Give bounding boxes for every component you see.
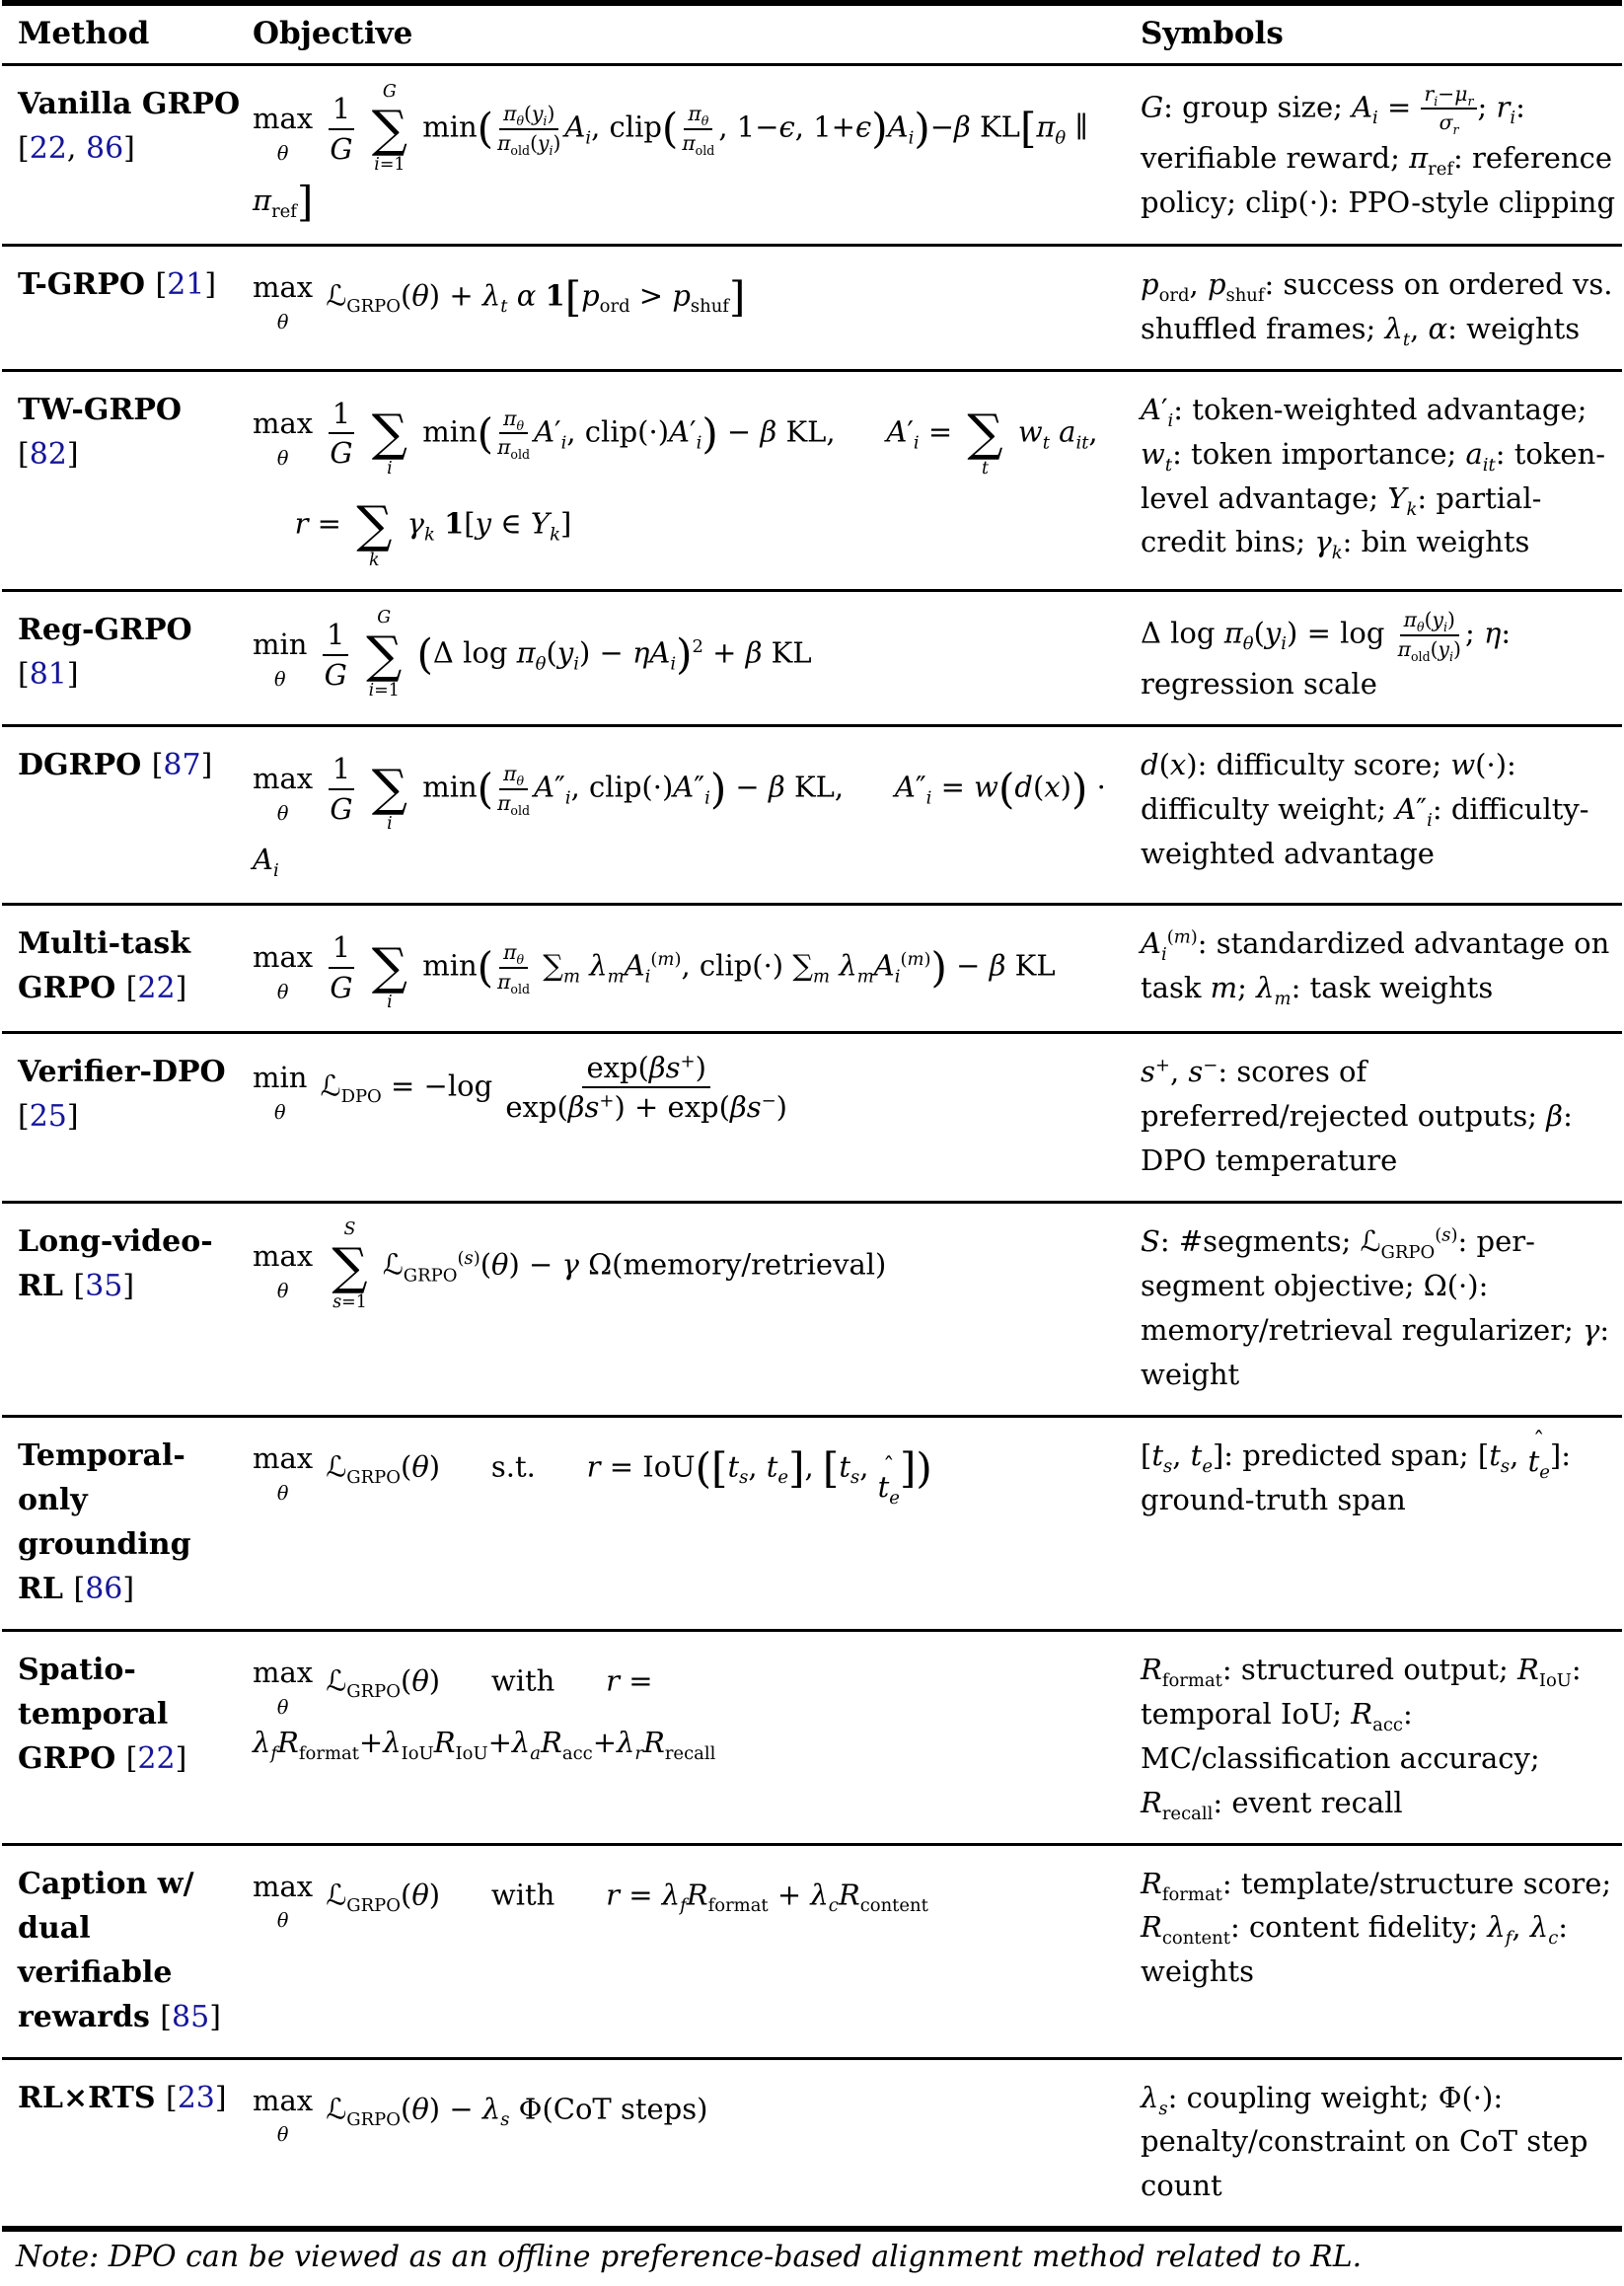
method-name: Caption w/ dual verifiable rewards — [18, 1866, 194, 2034]
symbols-cell: $A'_i$: token-weighted advantage; $w_t$: token importance; $a_{it}$: token-level advantage; $Y_k$: partial-credit bins; $\gamma_k$: bin weights — [1141, 392, 1606, 564]
objective-formula: max θ ℒ$_{GRPO}$(θ) with $r = \lambda_fR_{format}+\lambda_{IoU}R_{IoU}+\lambda_aR_{acc}+\lambda_rR_{recall}$ — [251, 1630, 1139, 1844]
citation-link[interactable]: [21] — [155, 266, 217, 302]
citation-link[interactable]: [85] — [160, 1999, 221, 2034]
method-name: Verifier-DPO — [18, 1055, 226, 1090]
summation: ∑ i — [371, 937, 407, 1013]
symbols-cell: $R_{format}$: structured output; $R_{IoU}$: temporal IoU; $R_{acc}$: MC/classification accuracy; $R_{recall}$: event recall — [1141, 1652, 1582, 1824]
table-row — [2, 1844, 1622, 2058]
symbols-cell: S: #segments; ℒ$_{GRPO}^{(s)}$: per-segment objective; Ω(·): memory/retrieval regularizer; γ: weight — [1141, 1224, 1610, 1391]
summation: G ∑ i=1 — [371, 82, 407, 176]
method-name: Spatio-temporal GRPO — [18, 1652, 169, 1776]
fraction: $\frac{1}{G}$ — [330, 752, 353, 826]
symbols-cell: [$t_s$, $t_e$]: predicted span; [$t_s$, ˆ $t_e$ ]: ground-truth span — [1141, 1428, 1571, 1516]
fraction: $\frac{\pi_\theta}{\pi_{old}}$ — [682, 102, 715, 158]
table-row — [2, 1416, 1622, 1630]
operator-with-limit: max θ — [253, 1440, 314, 1505]
objective-formula: max θ ℒ$_{GRPO}$(θ) with $r = \lambda_fR_{format} + \lambda_cR_{content}$ — [251, 1844, 1139, 2058]
method-name: T-GRPO — [18, 266, 156, 302]
fraction: $\frac{\pi_\theta}{\pi_{old}}$ — [497, 762, 531, 818]
method-cell — [2, 1844, 251, 2058]
header-objective: Objective — [253, 16, 413, 51]
objective-formula: max θ $\frac{1}{G}$ ∑ i min( $\frac{\pi_\theta}{\pi_{old}}$ $A''_i$, $clip(\cdot)A''_i) - \beta$ KL, $A''_i = w(d(x)) \cdot A_i$ — [251, 725, 1139, 904]
operator-with-limit: max θ — [253, 406, 314, 470]
objective-formula: max θ ℒ$_{GRPO}$(θ) s.t. $r = IoU([t_s$, $t_e$], [$t_s$, ˆ $t_e$ ]) — [251, 1416, 1139, 1630]
summation: S ∑ s=1 — [332, 1219, 368, 1313]
method-name: Multi-task GRPO — [18, 925, 191, 1005]
method-cell — [2, 1033, 251, 1203]
symbols-cell: Δ $\log \pi_\theta(y_i) = \log$ $\frac{\pi_\theta(y_i)}{\pi_{old}(y_i)}$ ; η: regression scale — [1141, 608, 1512, 701]
hat-accent: ˆ $t_e$ — [1527, 1428, 1550, 1483]
citation-link[interactable]: [23] — [166, 2080, 227, 2115]
method-cell — [2, 370, 251, 591]
method-cell — [2, 904, 251, 1032]
method-name: Long-video-RL — [18, 1224, 213, 1303]
operator-with-limit: max θ — [253, 102, 314, 165]
footnote: Note: DPO can be viewed as an offline preference-based alignment method related to RL. — [16, 2240, 1363, 2275]
operator-with-limit: max θ — [253, 1239, 314, 1302]
methods-table — [2, 0, 1622, 2232]
table-row — [2, 725, 1622, 904]
table-body — [2, 65, 1622, 2230]
table-row — [2, 1203, 1622, 1417]
method-cell — [2, 245, 251, 370]
citation-link[interactable]: [81] — [18, 657, 79, 693]
method-name: Vanilla GRPO — [18, 87, 241, 121]
table-row — [2, 65, 1622, 246]
fraction: $\frac{1}{G}$ — [330, 92, 353, 166]
method-cell — [2, 2058, 251, 2229]
table-row — [2, 370, 1622, 591]
table-row — [2, 591, 1622, 726]
header-method: Method — [18, 16, 150, 51]
summation: ∑ t — [967, 403, 1003, 479]
symbols-cell: $R_{format}$: template/structure score; $R_{content}$: content fidelity; $\lambda_f$, $\lambda_c$: weights — [1141, 1866, 1612, 1989]
citation-link[interactable]: [87] — [151, 747, 213, 782]
objective-formula: max θ S ∑ s=1 ℒ$_{GRPO}^{(s)}$(θ) − γ Ω(memory/retrieval) — [253, 1219, 887, 1313]
operator-with-limit: max θ — [253, 269, 314, 333]
summation: G ∑ i=1 — [366, 608, 403, 701]
citation-link[interactable]: [86] — [73, 1571, 135, 1606]
operator-with-limit: max θ — [253, 1655, 314, 1719]
citation-link[interactable]: [22] — [125, 970, 187, 1005]
fraction: $\frac{1}{G}$ — [330, 930, 353, 1004]
hat-accent: ˆ $t_e$ — [877, 1452, 900, 1509]
method-cell — [2, 1203, 251, 1417]
fraction: $\frac{\exp(\beta s^+)}{\exp(\beta s^+) + \exp(\beta s^-)}$ — [505, 1051, 787, 1125]
symbols-cell: $p_{ord}$, $p_{shuf}$: success on ordered vs. shuffled frames; $\lambda_t$, α: weights — [1141, 266, 1613, 350]
symbols-cell: $A_i^{(m)}$: standardized advantage on task m; $\lambda_m$: task weights — [1141, 925, 1610, 1009]
method-cell — [2, 591, 251, 726]
citation-link[interactable]: [82] — [18, 436, 79, 472]
method-cell — [2, 1630, 251, 1844]
symbols-cell: G: group size; $A_i$ = $\frac{r_i-\mu_r}{\sigma_r}$ ; $r_i$: verifiable reward; $\pi_{ref}$: reference policy; clip(·): PPO-style clipping — [1141, 82, 1616, 219]
header-row — [2, 3, 1622, 65]
method-name: Temporal-only grounding RL — [18, 1438, 191, 1606]
objective-formula: min θ ℒ$_{DPO}$ = −log $\frac{\exp(\beta s^+)}{\exp(\beta s^+) + \exp(\beta s^-)}$ — [251, 1033, 1139, 1203]
operator-with-limit: max θ — [253, 940, 314, 1003]
citation-link[interactable]: [35] — [73, 1269, 135, 1303]
table-row — [2, 245, 1622, 370]
symbols-cell: d(x): difficulty score; w(·): difficulty weight; $A''_i$: difficulty-weighted advantage — [1141, 747, 1589, 870]
objective-formula: min θ $\frac{1}{G}$ G ∑ i=1 (Δ $\log \pi_\theta(y_i) - \eta A_i)^2 + \beta$ KL — [253, 608, 812, 701]
header-symbols: Symbols — [1141, 16, 1284, 51]
citation-link[interactable]: [22, 86] — [18, 131, 135, 166]
citation-link[interactable]: [22] — [125, 1740, 187, 1776]
summation: ∑ i — [371, 403, 407, 479]
summation: ∑ i — [371, 759, 407, 835]
objective-formula: max θ ℒ$_{GRPO}$(θ) − $\lambda_s$ Φ(CoT steps) — [251, 2058, 1139, 2229]
objective-formula: max θ $\frac{1}{G}$ ∑ i min( $\frac{\pi_\theta}{\pi_{old}}$ $A'_i$, $clip(\cdot)A'_i) - \beta$ KL, $A'_i$ = ∑ t $w_t$ $a_{it}$, r = ∑ k $\gamma_k$ 1[y ∈ $Y_k$] — [251, 370, 1139, 591]
citation-link[interactable]: [25] — [18, 1099, 79, 1135]
fraction: $\frac{1}{G}$ — [324, 618, 347, 692]
operator-with-limit: max θ — [253, 762, 314, 825]
symbols-cell: $\lambda_s$: coupling weight; Φ(·): penalty/constraint on CoT step count — [1141, 2080, 1588, 2203]
fraction: $\frac{1}{G}$ — [330, 397, 353, 471]
method-cell — [2, 1416, 251, 1630]
method-cell — [2, 65, 251, 246]
method-name: RL×RTS — [18, 2080, 166, 2115]
fraction: $\frac{\pi_\theta(y_i)}{\pi_{old}(y_i)}$ — [1397, 608, 1461, 664]
method-name: Reg-GRPO — [18, 613, 192, 648]
method-name: DGRPO — [18, 747, 152, 782]
objective-formula: max θ $\frac{1}{G}$ ∑ i min( $\frac{\pi_\theta}{\pi_{old}}$ $\sum_m$ $\lambda_mA_i^{(m)}$, clip(·) $\sum_m$ $\lambda_mA_i^{(m)}) - \beta$ KL — [251, 904, 1139, 1032]
operator-with-limit: min θ — [253, 1061, 308, 1124]
fraction: $\frac{\pi_\theta(y_i)}{\pi_{old}(y_i)}$ — [497, 102, 561, 158]
fraction: $\frac{r_i-\mu_r}{\sigma_r}$ — [1421, 82, 1478, 136]
symbols-cell: s+, s−: scores of preferred/rejected outputs; β: DPO temperature — [1141, 1055, 1573, 1178]
summation: ∑ k — [356, 495, 393, 571]
objective-formula: max θ ℒ$_{GRPO}$(θ) + $\lambda_t$ α $1[p_{ord} > p_{shuf}]$ — [251, 245, 1139, 370]
fraction: $\frac{\pi_\theta}{\pi_{old}}$ — [497, 406, 531, 463]
method-cell — [2, 725, 251, 904]
operator-with-limit: max θ — [253, 2083, 314, 2147]
objective-formula: max θ $\frac{1}{G}$ G ∑ i=1 min( $\frac{\pi_\theta(y_i)}{\pi_{old}(y_i)}$ $A_i$, clip( $\frac{\pi_\theta}{\pi_{old}}$ , 1−ϵ, $1+\epsilon)A_i)-\beta$ $KL[\pi_\theta$ ∥ $\pi_{ref}$] — [253, 82, 1088, 227]
operator-with-limit: max θ — [253, 1869, 314, 1933]
table-row — [2, 2058, 1622, 2229]
table-row — [2, 1630, 1622, 1844]
operator-with-limit: min θ — [253, 627, 308, 692]
fraction: $\frac{\pi_\theta}{\pi_{old}}$ — [497, 940, 531, 996]
table-row — [2, 904, 1622, 1032]
method-name: TW-GRPO — [18, 392, 183, 427]
table-row — [2, 1033, 1622, 1203]
